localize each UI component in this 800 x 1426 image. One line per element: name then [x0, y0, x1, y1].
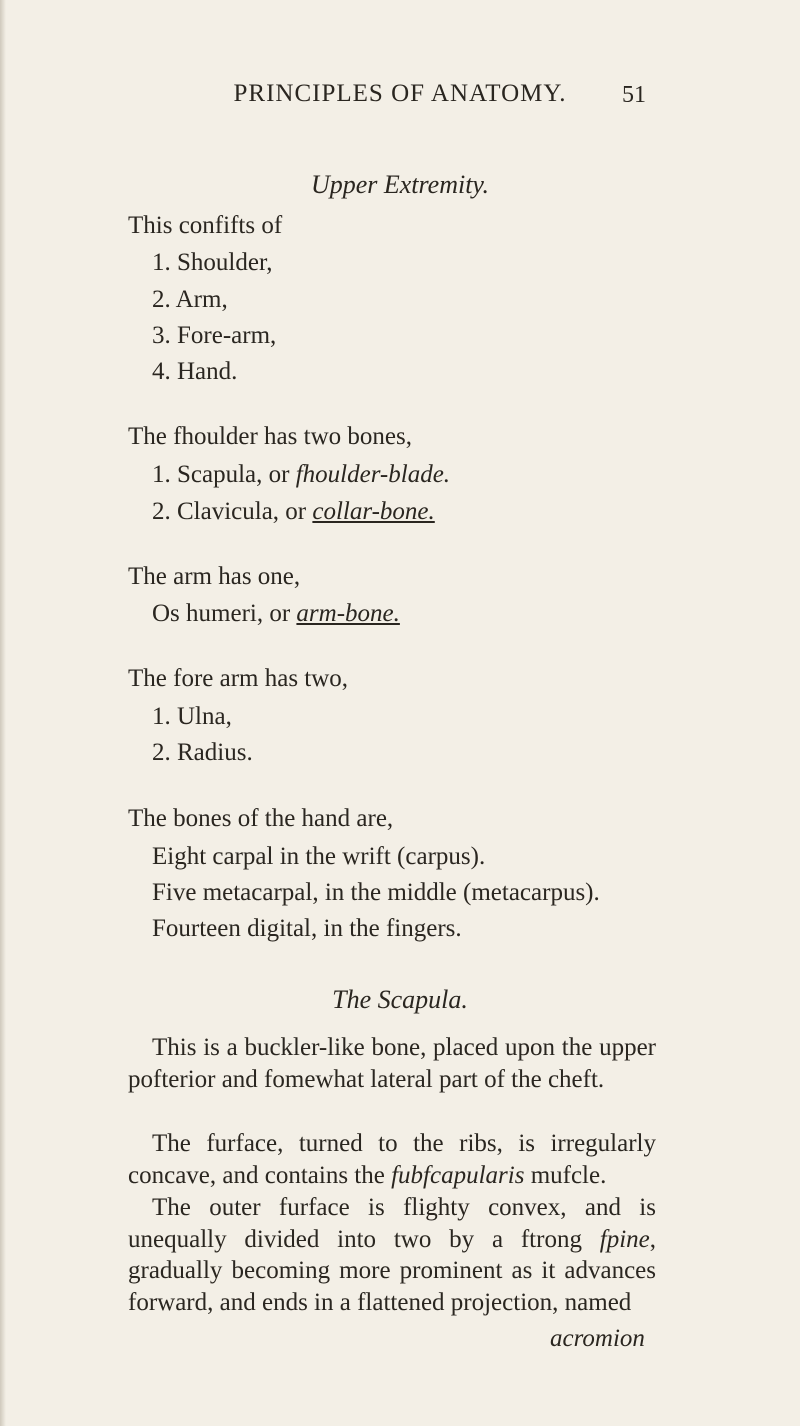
- forearm-intro: The fore arm has two,: [128, 665, 349, 692]
- shoulder-bone-scapula: [152, 462, 450, 487]
- bone-name: 1. Scapula, or: [152, 461, 296, 488]
- hand-bones-line: Fourteen digital, in the fingers.: [152, 915, 462, 942]
- paragraph: The furface, turned to the ribs, is irregularly concave, and contains the fubfcapularis mufcle.: [128, 1130, 656, 1189]
- muscle-name: fubfcapularis: [391, 1161, 525, 1189]
- bone-name: Os humeri, or: [152, 600, 297, 627]
- arm-intro: The arm has one,: [128, 563, 301, 590]
- hand-bones-line: Five metacarpal, in the middle (metacarpus).: [152, 879, 600, 906]
- hand-bones-line: Eight carpal in the wrift (carpus).: [152, 843, 486, 870]
- part-item: 3. Fore-arm,: [152, 322, 277, 349]
- forearm-bone: 1. Ulna,: [152, 703, 232, 730]
- bone-common-name: fhoulder-blade.: [295, 461, 451, 488]
- paragraph: This is a buckler-like bone, placed upon the upper pofterior and fomewhat lateral part of the cheft.: [128, 1034, 656, 1093]
- shoulder-intro: The fhoulder has two bones,: [128, 423, 412, 450]
- bone-common-name: collar-bone.: [312, 498, 435, 525]
- forearm-bone: 2. Radius.: [152, 739, 253, 766]
- parts-intro: This confifts of: [128, 212, 283, 239]
- part-item: 1. Shoulder,: [152, 249, 273, 276]
- bone-name: 2. Clavicula, or: [152, 498, 313, 525]
- bone-common-name: arm-bone.: [296, 600, 400, 627]
- part-item: 4. Hand.: [152, 358, 238, 385]
- arm-bone: [152, 601, 400, 626]
- spine-term: fpine: [599, 1225, 650, 1253]
- page-spine-shadow: [0, 0, 6, 1426]
- shoulder-bone-clavicula: [152, 499, 435, 524]
- page-number: 51: [622, 82, 646, 108]
- paragraph: The outer furface is flighty convex, and is unequally divided into two by a ftrong fpine, gradually becoming more prominent as it advances forward, and ends in a flattened projection, named: [128, 1194, 656, 1316]
- section-heading-upper-extremity: Upper Extremity.: [310, 170, 490, 199]
- section-heading-scapula: The Scapula.: [332, 985, 468, 1014]
- hand-intro: The bones of the hand are,: [128, 805, 394, 832]
- catchword: acromion: [550, 1325, 645, 1352]
- running-header: PRINCIPLES OF ANATOMY.: [233, 80, 567, 107]
- part-item: 2. Arm,: [152, 286, 228, 313]
